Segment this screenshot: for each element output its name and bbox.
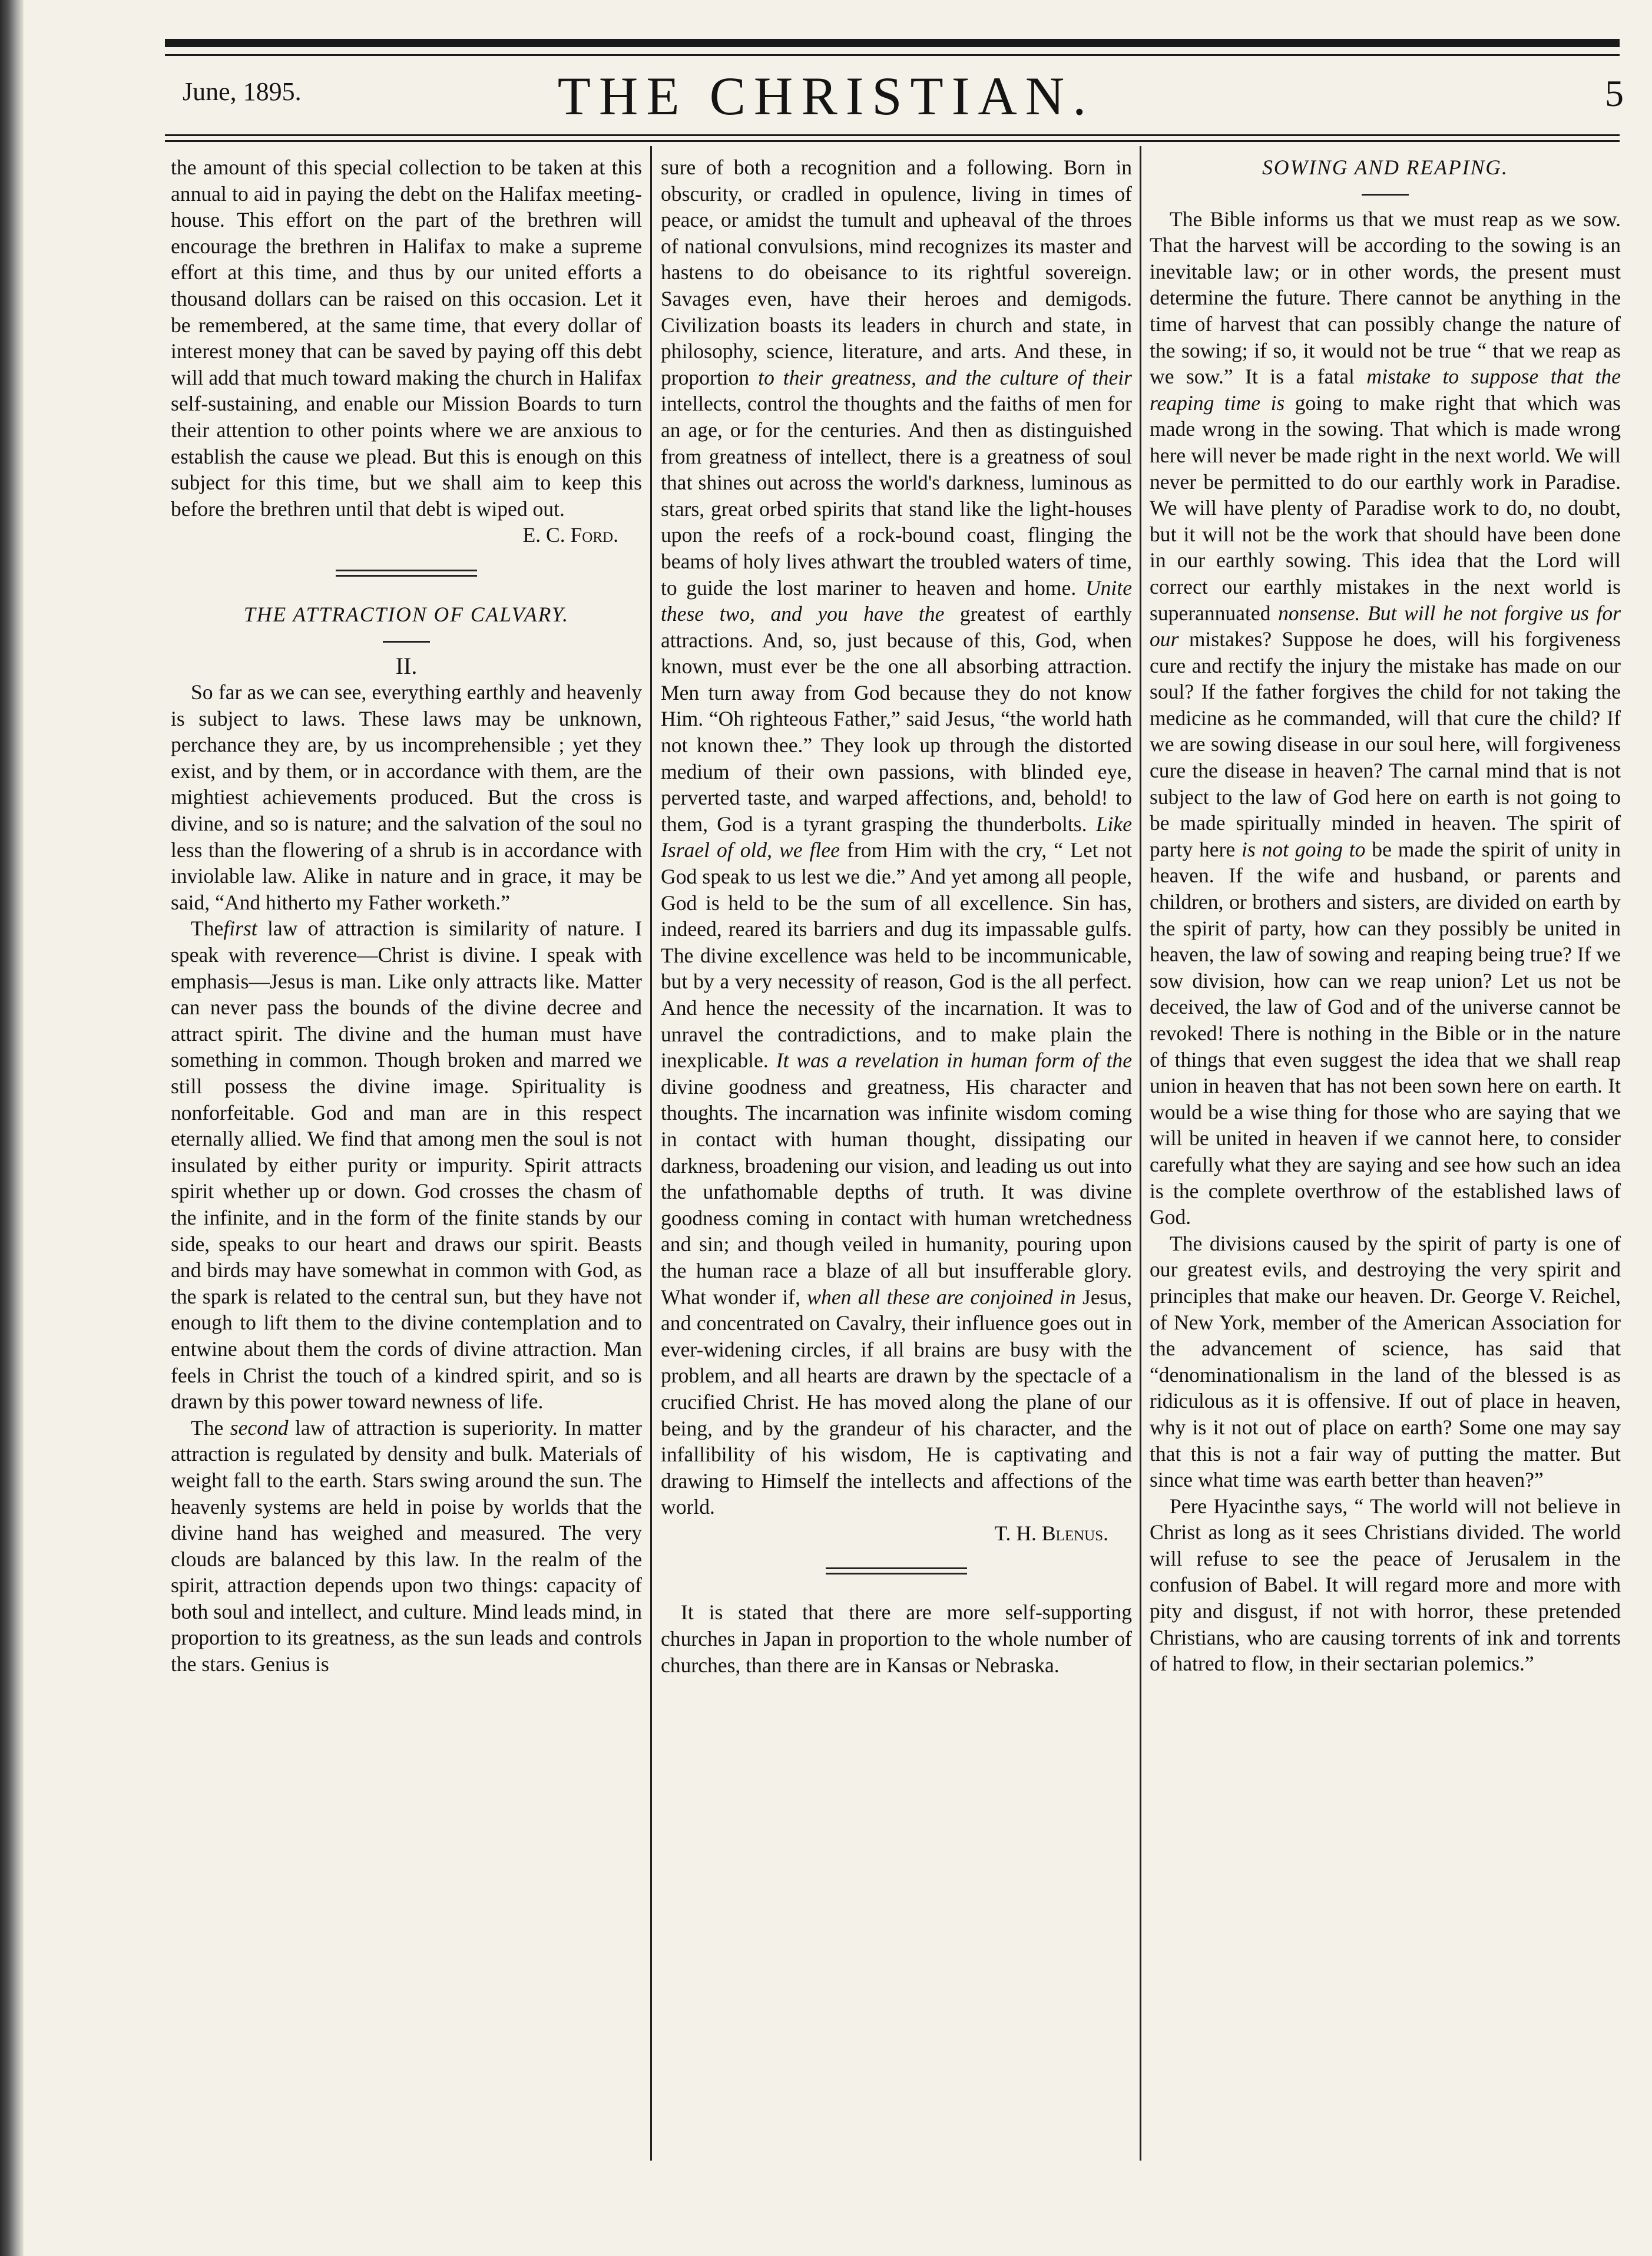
page-number: 5 — [1605, 72, 1624, 114]
page-binding-edge — [0, 0, 24, 2256]
emphasis-run: It was a revelation in human form of the — [776, 1048, 1132, 1073]
sowing-paragraph-1 — [1150, 206, 1621, 1230]
emphasis-first: first — [223, 917, 257, 941]
laws-paragraph: So far as we can see, everything earthly and heavenly is subject to laws. These laws may be unknown, perchance they are, by us incomprehensible ; yet they exist, and by them, or in accordance with them, are the mightiest achievements produced. But the cross is divine, and so is nature; and the salvation of the soul no less than the flowering of a shrub is in accordance with inviolable law. Alike in nature and in grace, it may be said, “And hitherto my Father worketh.” — [171, 680, 642, 914]
column-2 — [661, 154, 1132, 2175]
heading-dash — [383, 641, 430, 643]
text-run: greatest of earthly attractions. And, so, just because of this, God, when known, must ever be the one all absorbing attraction. Men turn away from God because they do not know Him. “Oh righteous Father,” said Jesus, “the world hath not known thee.” They look up through the distorted medium of their own passions, with blinded eye, perverted taste, and warped affections, and, behold! to them, God is a tyrant grasping the thunderbolts. — [661, 602, 1132, 836]
text-run: from Him with the cry, “ Let not God speak to us lest we die.” And yet among all people, God is held to be the sum of all excellence. Sin has, indeed, reared its barriers and dug its impassable gulfs. The divine excellence was held to be incommunicable, but by a very necessity of reason, God is the all perfect. And hence the necessity of the incarnation. It was to unravel the contradictions, and to make plain the inexplicable. — [661, 838, 1132, 1073]
article-heading-calvary: THE ATTRACTION OF CALVARY. — [243, 602, 570, 626]
text-run: The — [191, 1415, 230, 1440]
emphasis-second: second — [230, 1415, 289, 1440]
top-rule-thin — [165, 54, 1620, 56]
top-rule-thick — [165, 39, 1620, 47]
japan-paragraph: It is stated that there are more self-supporting churches in Japan in proportion to the whole number of churches, than there are in Kansas or Nebraska. — [661, 1600, 1132, 1677]
second-law-paragraph — [171, 1415, 642, 1678]
emphasis-run: to their greatness, and the culture of their — [758, 365, 1132, 389]
text-run: The — [191, 917, 224, 941]
sowing-paragraph-3: Pere Hyacinthe says, “ The world will not believe in Christ as long as it sees Christians divided. The world will refuse to see the peace of Jerusalem in the confusion of Babel. It will regard more and more with pity and disgust, if not with horror, these pretended Christians, who are causing torrents of ink and torrents of hatred to flow, in their sectarian polemics.” — [1150, 1494, 1621, 1676]
emphasis-run: when all these are conjoined in — [807, 1285, 1076, 1309]
article-heading-sowing: SOWING AND REAPING. — [1262, 156, 1508, 179]
emphasis-run: nonsense. But will he not forgive us for our — [1150, 601, 1621, 651]
emphasis-run: Unite these two, and you have the — [661, 575, 1132, 626]
text-run: law of attraction is similarity of nature. I speak with reverence—Christ is divine. I speak with emphasis—Jesus is man. Like only attracts like. Matter can never pass the bounds of the divine decree and attract spirit. The divine and the human must have something in common. Though broken and marred we still possess the divine image. Spirituality is nonforfeitable. God and man are in this respect eternally allied. We find that among men the soul is not insulated by either purity or impurity. Spirit attracts spirit whether up or down. God crosses the chasm of the infinite, and in the form of the finite stands by our side, speaks to our heart and draws our spirit. Beasts and birds may have somewhat in common with God, as the spark is related to the central sun, but they have not enough to lift them to the divine contemplation and to entwine about them the cords of divine attraction. Man feels in Christ the touch of a kindred spirit, and so is drawn by this power toward newness of life. — [171, 917, 642, 1414]
emphasis-run: mistake to suppose that the reaping time is — [1150, 365, 1621, 415]
text-run: The Bible informs us that we must reap as we sow. That the harvest will be according to the sowing is an inevitable law; or in other words, the present must determine the future. There cannot be anything in the time of harvest that can possibly change the nature of the sowing; if so, it would not be true “ that we reap as we sow.” It is a fatal — [1150, 207, 1621, 389]
signature-blenus: T. H. Blenus. — [994, 1521, 1108, 1545]
calvary-continued-paragraph — [661, 154, 1132, 1520]
signature-ford: E. C. Ford. — [522, 523, 618, 547]
masthead-rule-upper — [165, 134, 1620, 136]
article-divider — [336, 570, 477, 577]
text-run: Jesus, and concentrated on Cavalry, their influence goes out in ever-widening circles, if all brains are busy with the problem, and all hearts are drawn by the spectacle of a crucified Christ. He has moved along the plane of our being, and by the grandeur of his character, and the infallibility of his wisdom, He is captivating and drawing to Himself the intellects and affections of the world. — [661, 1285, 1132, 1519]
emphasis-run: is not going to — [1242, 837, 1366, 861]
column-3 — [1150, 154, 1621, 2175]
column-1 — [171, 154, 642, 2175]
text-run: going to make right that which was made wrong in the sowing. That which is made wrong here will never be made right in the next world. We will never be permitted to do our earthly work in Paradise. We will have plenty of Paradise work to do, no doubt, but it will not be the work that should have been done in our earthly sowing. This idea that the Lord will correct our earthly mistakes in the next world is superannuated — [1150, 391, 1621, 625]
text-run: mistakes? Suppose he does, will his forgiveness cure and rectify the injury the mistake has made on our soul? If the father forgives the child for not taking the medicine as he commanded, will that cure the child? If we are sowing disease in our soul here, will forgiveness cure the disease in heaven? The carnal mind that is not subject to the law of God here on earth is not going to be made spiritually minded in heaven. The spirit of party here — [1150, 627, 1621, 861]
article-divider — [826, 1567, 967, 1574]
text-run: intellects, control the thoughts and the faiths of men for an age, or for the centuries. And then as distinguished from greatness of intellect, there is a greatness of soul that shines out across the world's darkness, luminous as stars, great orbed spirits that stand like the light-houses upon the reefs of a rock-bound coast, flinging the beams of holy lives athwart the troubled waters of time, to guide the lost mariner to heaven and home. — [661, 392, 1132, 600]
first-law-paragraph — [171, 915, 642, 1414]
text-run: sure of both a recognition and a following. Born in obscurity, or cradled in opulence, living in times of peace, or amidst the tumult and upheaval of the throes of national convulsions, mind recognizes its master and hastens to do obeisance to its rightful sovereign. Savages even, have their heroes and demigods. Civilization boasts its leaders in church and state, in philosophy, science, literature, and arts. And these, in proportion — [661, 156, 1132, 389]
masthead — [0, 65, 1652, 135]
column-separator-2 — [1140, 146, 1141, 2161]
text-run: be made the spirit of unity in heaven. If the wife and husband, or parents and children, or brothers and sisters, are divided on earth by the spirit of party, how can they possibly be united in heaven, the law of sowing and reaping being true? If we sow division, how can we reap union? Let us not be deceived, the law of God and of the universe cannot be revoked! There is nothing in the Bible or in the nature of things that even suggest the idea that we shall reap union in heaven that has not been sown here on earth. It would be a wise thing for those who are saying that we will be united in heaven if we cannot here, to consider carefully what they are saying and see how such an idea is the complete overthrow of the established laws of God. — [1150, 837, 1621, 1229]
column-separator-1 — [650, 146, 652, 2161]
emphasis-run: Like Israel of old, we flee — [661, 812, 1132, 862]
masthead-rule-lower — [165, 140, 1620, 142]
text-run: divine goodness and greatness, His character and thoughts. The incarnation was infinite wisdom coming in contact with human thought, dissipating our darkness, broadening our vision, and leading us out into the unfathomable depths of truth. It was divine goodness coming in contact with human wretchedness and sin; and though veiled in humanity, pouring upon the human race a blaze of all but insufferable glory. What wonder if, — [661, 1074, 1132, 1309]
issue-date: June, 1895. — [183, 77, 302, 106]
heading-dash — [1362, 194, 1409, 196]
sowing-paragraph-2: The divisions caused by the spirit of party is one of our greatest evils, and destroying the very spirit and principles that make our heaven. Dr. George V. Reichel, of New York, member of the American Association for the advancement of science, has said that “denominationalism in the land of the blessed is as ridiculous as it is offensive. If out of place in heaven, why is it not out of place on earth? Some one may say that this is not a fair way of putting the matter. But since what time was earth better than heaven?” — [1150, 1231, 1621, 1492]
text-run: law of attraction is superiority. In matter attraction is regulated by density and bulk. Materials of weight fall to the earth. Stars swing around the sun. The heavenly systems are held in poise by worlds that the divine hand has weighed and measured. The very clouds are balanced by this law. In the realm of the spirit, attraction depends upon two things: capacity of both soul and intellect, and culture. Mind leads mind, in proportion to its greatness, as the sun leads and controls the stars. Genius is — [171, 1415, 642, 1676]
newspaper-title: THE CHRISTIAN. — [557, 66, 1095, 126]
halifax-paragraph: the amount of this special collection to be taken at this annual to aid in paying the debt on the Halifax meeting-house. This effort on the part of the brethren will encourage the brethren in Halifax to make a supreme effort at this time, and thus by our united efforts a thousand dollars can be raised on this occasion. Let it be remembered, at the same time, that every dollar of interest money that can be saved by paying off this debt will add that much toward making the church in Halifax self-sustaining, and enable our Mission Boards to turn their attention to other points where we are anxious to establish the cause we plead. But this is enough on this subject for this time, but we shall aim to keep this before the brethren until that debt is wiped out. — [171, 156, 642, 521]
part-numeral: II. — [395, 652, 418, 679]
